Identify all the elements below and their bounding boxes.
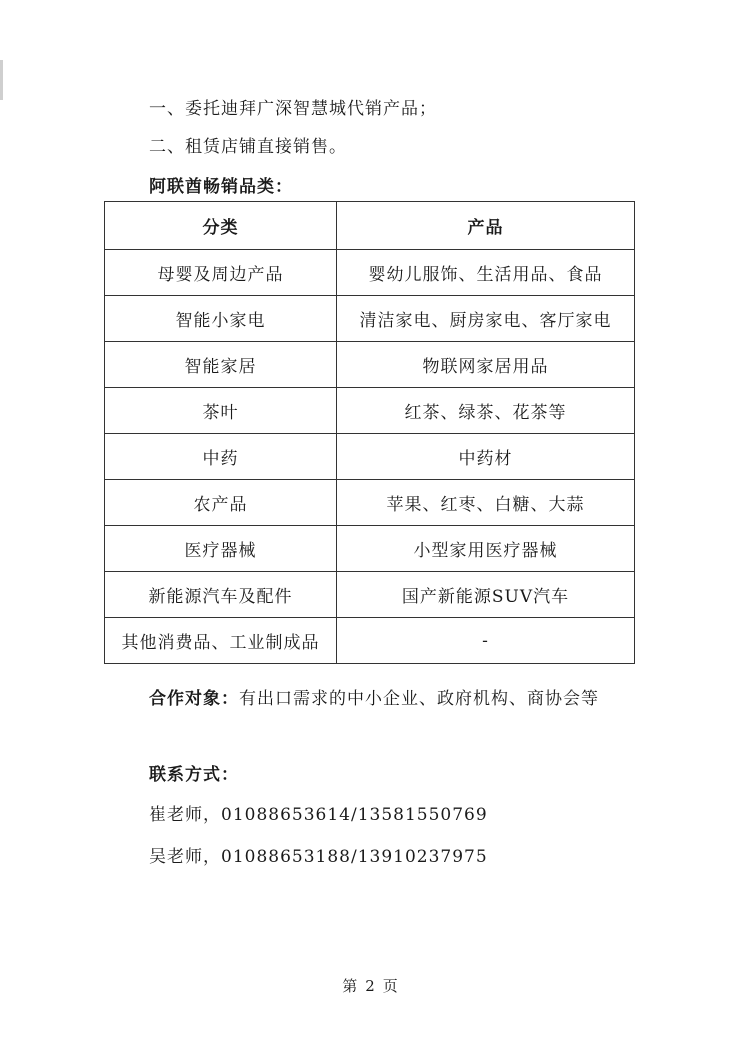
page-number-value: 2 <box>365 977 375 995</box>
table-row <box>105 388 635 434</box>
bestseller-heading: 阿联酋畅销品类： <box>149 177 293 197</box>
products-cell: - <box>337 618 635 664</box>
partners-text: 有出口需求的中小企业、政府机构、商协会等 <box>239 689 599 709</box>
category-cell: 智能小家电 <box>105 296 337 342</box>
products-cell: 红茶、绿茶、花茶等 <box>337 388 635 434</box>
category-cell: 医疗器械 <box>105 526 337 572</box>
method-item-2: 二、租赁店铺直接销售。 <box>149 137 347 157</box>
category-cell: 中药 <box>105 434 337 480</box>
category-cell: 母婴及周边产品 <box>105 250 337 296</box>
scan-edge-mark <box>0 60 3 100</box>
products-cell: 清洁家电、厨房家电、客厅家电 <box>337 296 635 342</box>
table-row <box>105 342 635 388</box>
category-cell: 茶叶 <box>105 388 337 434</box>
table-row <box>105 434 635 480</box>
products-cell: 国产新能源SUV汽车 <box>337 572 635 618</box>
page-number <box>0 975 740 996</box>
partners-label: 合作对象： <box>149 689 239 709</box>
products-cell: 小型家用医疗器械 <box>337 526 635 572</box>
category-cell: 其他消费品、工业制成品 <box>105 618 337 664</box>
table-row <box>105 526 635 572</box>
table-row <box>105 296 635 342</box>
category-cell: 新能源汽车及配件 <box>105 572 337 618</box>
products-cell: 苹果、红枣、白糖、大蒜 <box>337 480 635 526</box>
products-cell: 物联网家居用品 <box>337 342 635 388</box>
table-header-row <box>105 202 635 250</box>
table-row <box>105 250 635 296</box>
page-suffix: 页 <box>382 977 398 995</box>
header-products: 产品 <box>337 202 635 250</box>
table-row <box>105 618 635 664</box>
page-prefix: 第 <box>342 977 358 995</box>
method-item-1: 一、委托迪拜广深智慧城代销产品； <box>149 99 437 119</box>
products-cell: 中药材 <box>337 434 635 480</box>
contact-entry-2: 吴老师，01088653188/13910237975 <box>149 847 488 867</box>
contact-heading: 联系方式： <box>149 765 239 785</box>
table-row <box>105 480 635 526</box>
table-row <box>105 572 635 618</box>
header-category: 分类 <box>105 202 337 250</box>
products-cell: 婴幼儿服饰、生活用品、食品 <box>337 250 635 296</box>
product-category-table <box>104 201 635 664</box>
category-cell: 农产品 <box>105 480 337 526</box>
contact-entry-1: 崔老师，01088653614/13581550769 <box>149 805 488 825</box>
partners-paragraph <box>104 680 634 718</box>
category-cell: 智能家居 <box>105 342 337 388</box>
